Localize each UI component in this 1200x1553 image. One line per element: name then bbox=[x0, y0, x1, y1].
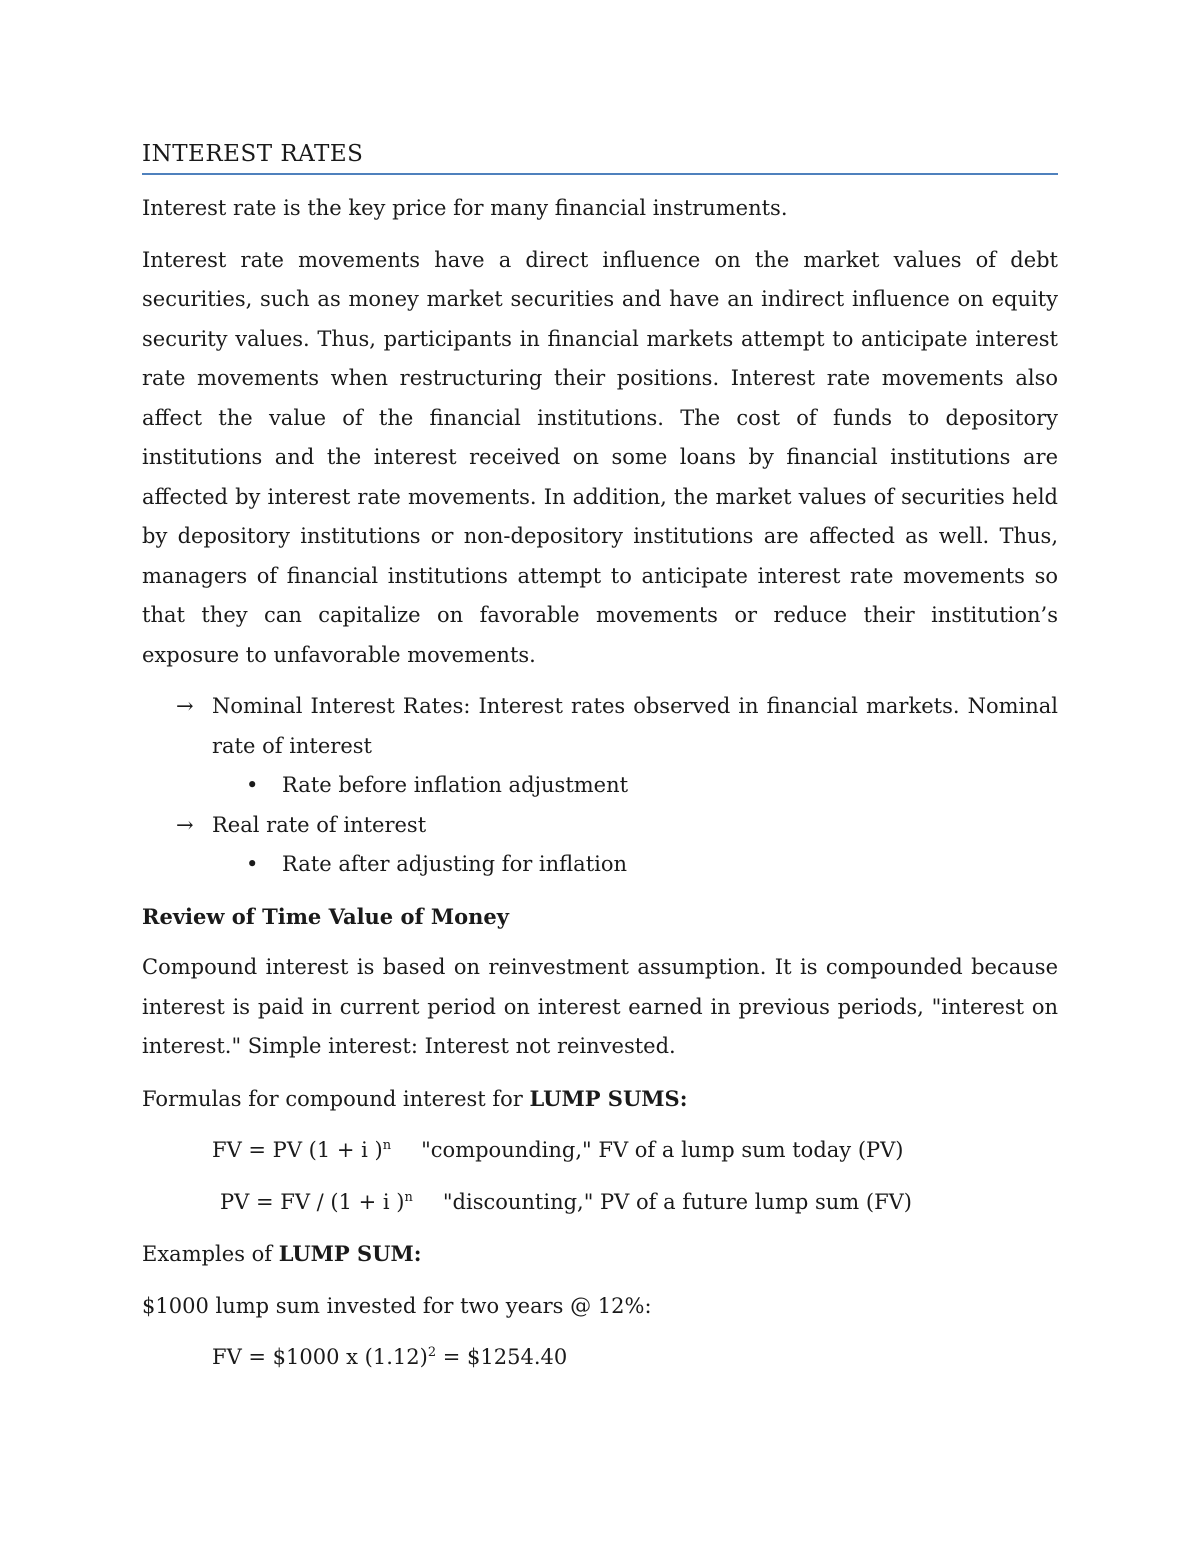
arrow-icon: → bbox=[176, 812, 194, 837]
sub-item-real bbox=[142, 845, 1058, 885]
real-sub-text: Rate after adjusting for inflation bbox=[282, 852, 628, 876]
formulas-intro bbox=[142, 1079, 1058, 1120]
formula-fv-desc: "compounding," FV of a lump sum today (PV) bbox=[421, 1138, 904, 1162]
formula-pv-exp: n bbox=[404, 1189, 413, 1205]
bullet-icon: • bbox=[246, 773, 259, 797]
formula-pv bbox=[142, 1183, 1058, 1223]
formula-fv-exp: n bbox=[382, 1138, 392, 1153]
list-item-nominal bbox=[142, 687, 1058, 766]
compound-paragraph: Compound interest is based on reinvestment assumption. It is compounded because interest is paid in current period on interest earned in previous periods, "interest on interest." Simple interest: Interest not reinvested. bbox=[142, 955, 1058, 1058]
formula-pv-desc: "discounting," PV of a future lump sum (FV) bbox=[442, 1189, 913, 1214]
example-formula-right: = $1254.40 bbox=[436, 1345, 568, 1369]
list-item-real bbox=[142, 806, 1058, 846]
example-formula-exp: 2 bbox=[427, 1345, 437, 1360]
bullet-icon: • bbox=[246, 852, 259, 876]
interest-movements-paragraph: Interest rate movements have a direct influence on the market values of debt securities, such as money market securities and have an indirect influence on equity security values. Thus, participants in financial markets attempt to anticipate interest rate movements when restructuring their positions. Interest rate movements also affect the value of the financial institutions. The cost of funds to depository institutions and the interest received on some loans by financial institutions are affected by interest rate movements. In addition, the market values of securities held by depository institutions or non-depository institutions are affected as well. Thus, managers of financial institutions attempt to anticipate interest rate movements so that they can capitalize on favorable movements or reduce their institution’s exposure to unfavorable movements. bbox=[142, 247, 1058, 667]
section-heading: Review of Time Value of Money bbox=[142, 903, 509, 929]
examples-intro-bold: LUMP SUM: bbox=[278, 1241, 422, 1266]
formulas-intro-bold: LUMP SUMS: bbox=[529, 1085, 688, 1111]
nominal-sub-text: Rate before inflation adjustment bbox=[282, 773, 629, 797]
examples-intro-text: Examples of bbox=[142, 1242, 279, 1266]
document-page bbox=[142, 138, 1058, 1390]
arrow-icon: → bbox=[176, 694, 194, 718]
sub-item-nominal bbox=[142, 766, 1058, 806]
formula-fv bbox=[142, 1131, 1058, 1171]
nominal-text: Nominal Interest Rates: Interest rates observed in financial markets. Nominal rate of interest bbox=[212, 694, 1058, 758]
example-formula bbox=[142, 1338, 1058, 1378]
example-formula-left: FV = $1000 x (1.12) bbox=[212, 1345, 428, 1369]
examples-intro bbox=[142, 1234, 1058, 1275]
example-line: $1000 lump sum invested for two years @ 12%: bbox=[142, 1293, 652, 1318]
intro-paragraph: Interest rate is the key price for many financial instruments. bbox=[142, 196, 788, 220]
formula-fv-expr: FV = PV (1 + i ) bbox=[212, 1138, 383, 1162]
page-title: INTEREST RATES bbox=[142, 138, 1058, 175]
formula-pv-expr: PV = FV / (1 + i ) bbox=[220, 1189, 405, 1214]
real-text: Real rate of interest bbox=[212, 812, 427, 837]
formulas-intro-text: Formulas for compound interest for bbox=[142, 1086, 530, 1111]
